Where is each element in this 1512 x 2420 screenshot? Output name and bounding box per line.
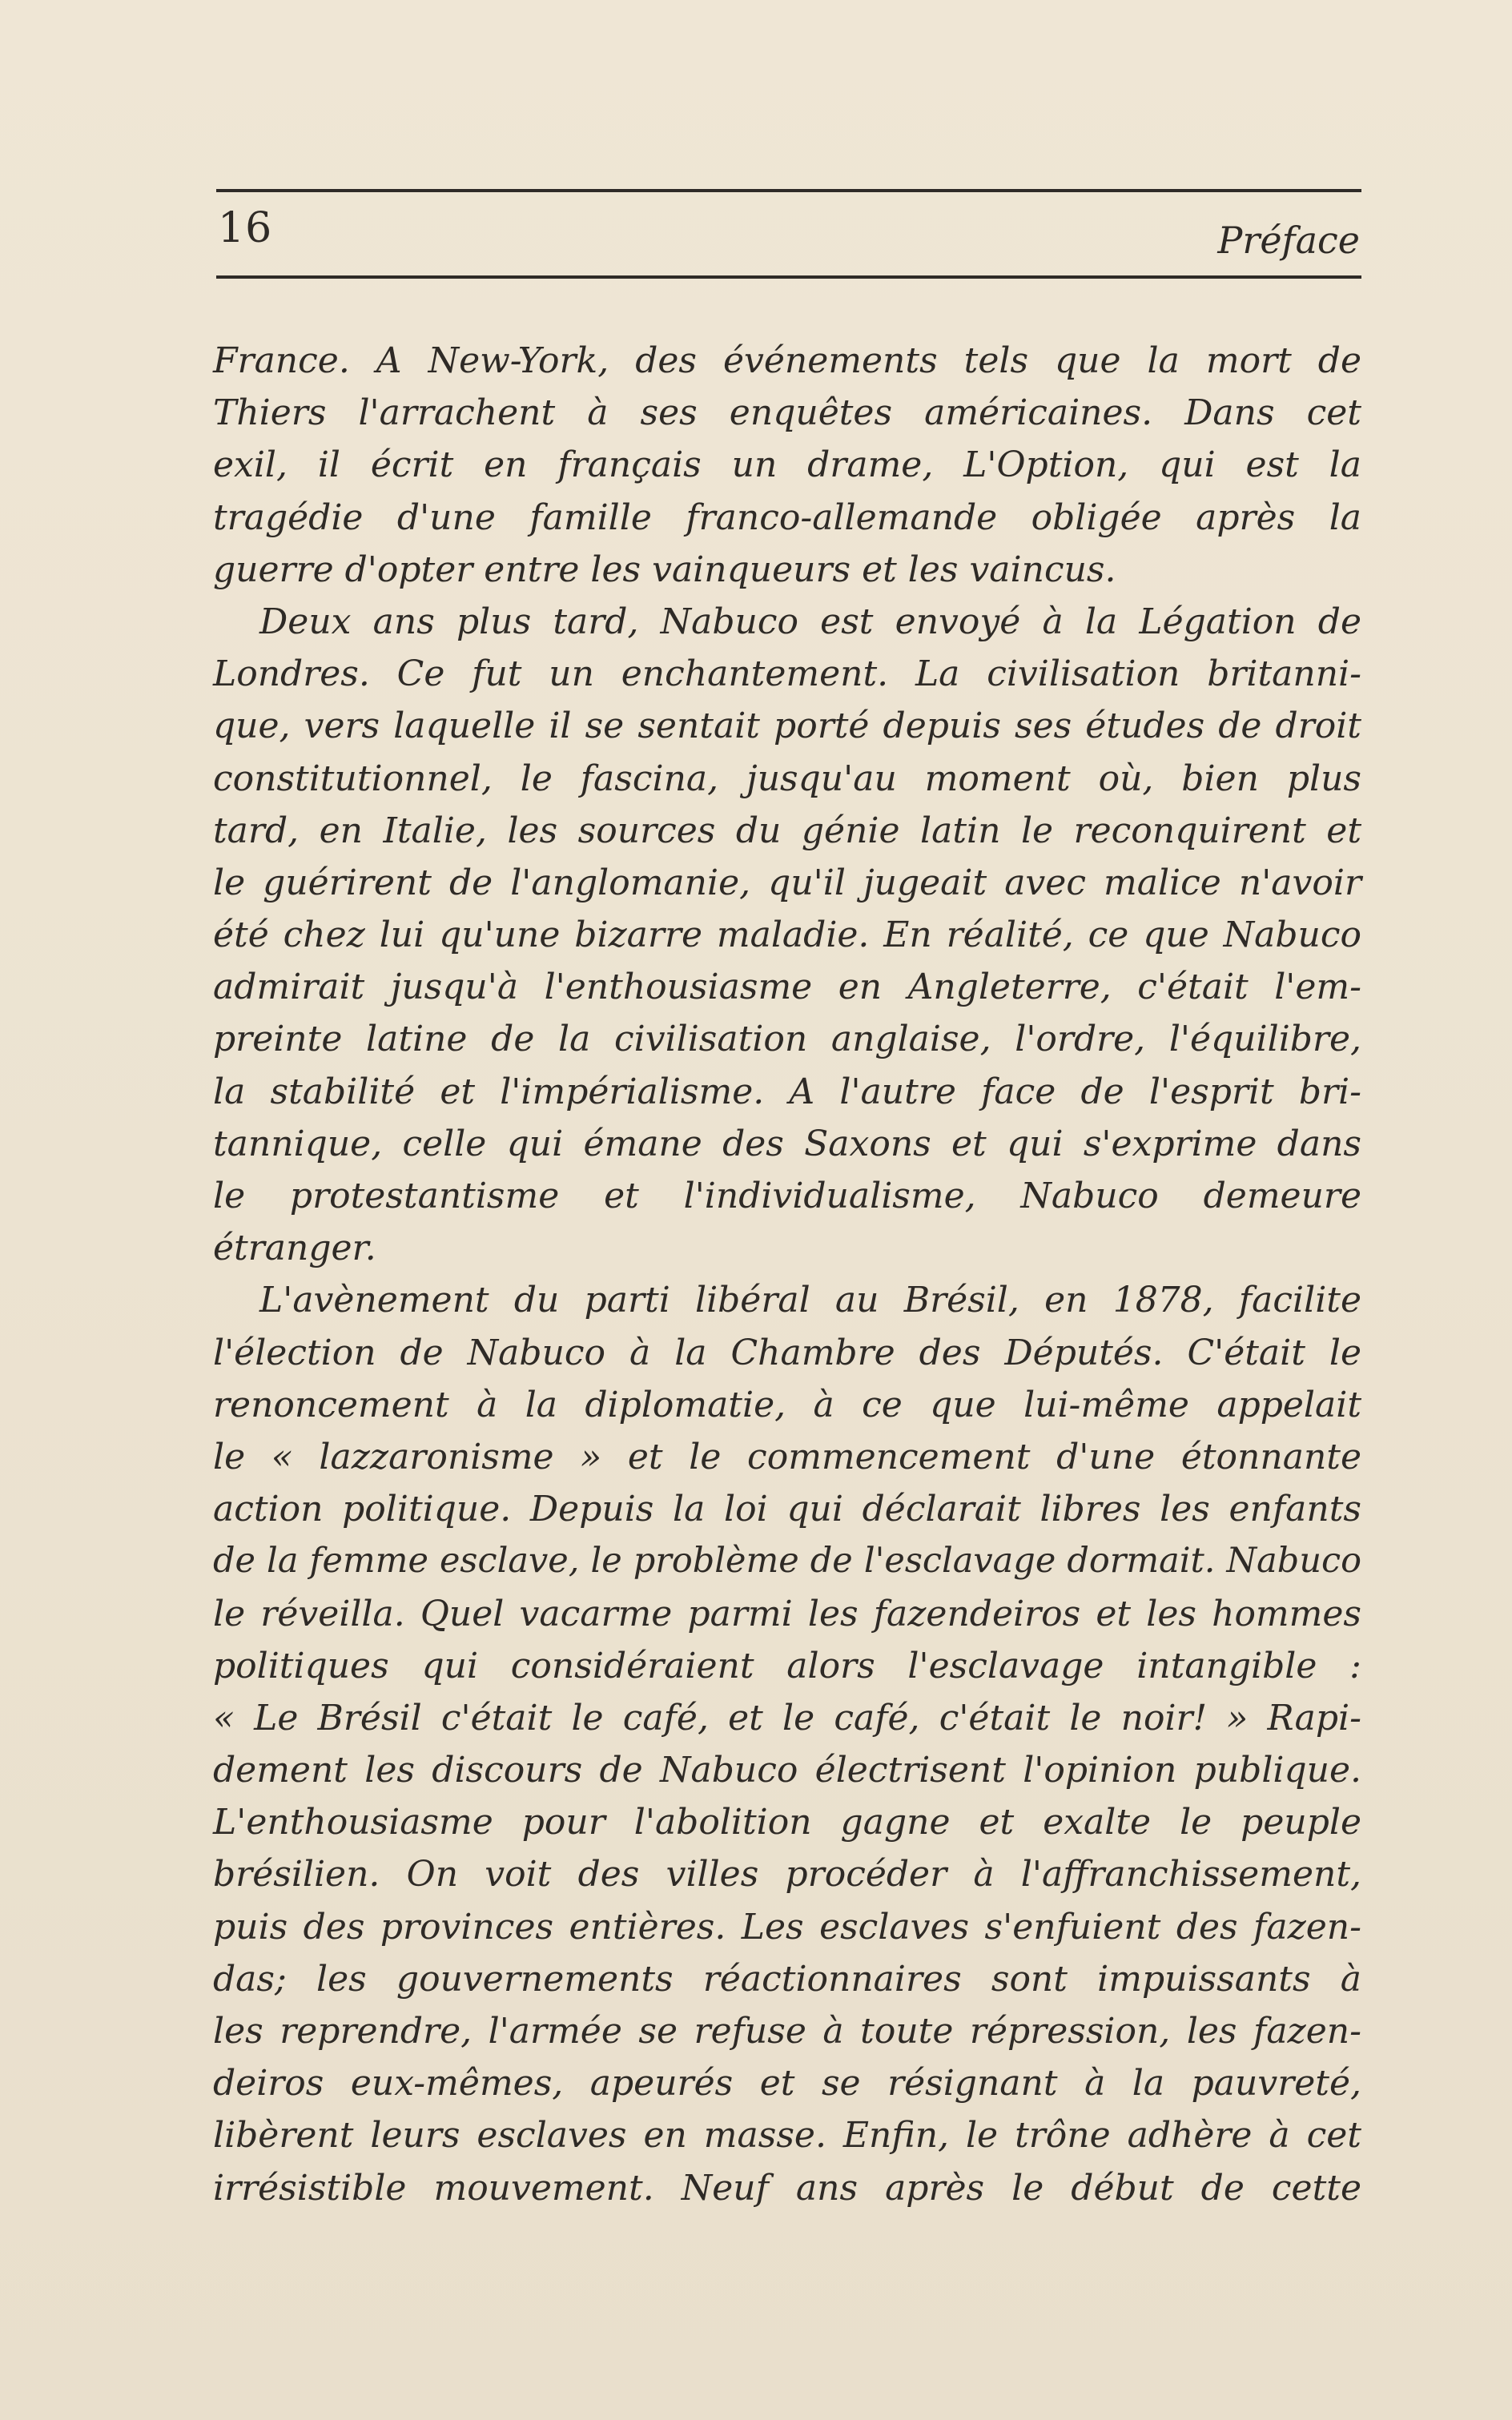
text-line: dement les discours de Nabuco électrisent l'opinion publique. (213, 1750, 1361, 1791)
text-line: L'enthousiasme pour l'abolition gagne et exalte le peuple (213, 1802, 1361, 1843)
text-line: le protestantisme et l'individualisme, Nabuco demeure (213, 1176, 1361, 1216)
text-line: l'élection de Nabuco à la Chambre des Députés. C'était le (213, 1332, 1361, 1373)
text-line: les reprendre, l'armée se refuse à toute répression, les fazen- (213, 2011, 1361, 2052)
text-line: Londres. Ce fut un enchantement. La civilisation britanni- (213, 653, 1361, 695)
text-line: le réveilla. Quel vacarme parmi les fazendeiros et les hommes (213, 1593, 1361, 1634)
text-line: tannique, celle qui émane des Saxons et qui s'exprime dans (213, 1123, 1361, 1164)
text-line: le « lazzaronisme » et le commencement d'une étonnante (213, 1436, 1361, 1477)
text-line: deiros eux-mêmes, apeurés et se résignant à la pauvreté, (213, 2063, 1361, 2104)
text-line: constitutionnel, le fascina, jusqu'au moment où, bien plus (213, 758, 1361, 799)
running-title: Préface (1217, 219, 1360, 262)
text-line: France. A New-York, des événements tels que la mort de (213, 340, 1361, 381)
text-line: action politique. Depuis la loi qui déclarait libres les enfants (213, 1489, 1361, 1530)
header-rule-top (216, 189, 1361, 192)
text-line: que, vers laquelle il se sentait porté depuis ses études de droit (213, 705, 1361, 747)
text-line: preinte latine de la civilisation anglaise, l'ordre, l'équilibre, (213, 1019, 1361, 1060)
text-line: brésilien. On voit des villes procéder à l'affranchissement, (213, 1854, 1361, 1895)
text-line: renoncement à la diplomatie, à ce que lui-même appelait (213, 1384, 1361, 1425)
text-line: été chez lui qu'une bizarre maladie. En réalité, ce que Nabuco (213, 915, 1361, 956)
text-line: L'avènement du parti libéral au Brésil, en 1878, facilite (259, 1280, 1361, 1321)
text-line: le guérirent de l'anglomanie, qu'il jugeait avec malice n'avoir (213, 862, 1361, 903)
text-line: étranger. (213, 1228, 376, 1269)
text-line: Deux ans plus tard, Nabuco est envoyé à la Légation de (259, 601, 1361, 642)
text-line: guerre d'opter entre les vainqueurs et les vaincus. (213, 549, 1116, 590)
text-line: exil, il écrit en français un drame, L'Option, qui est la (213, 444, 1361, 486)
text-line: tragédie d'une famille franco-allemande obligée après la (213, 496, 1361, 538)
page-number: 16 (218, 204, 273, 252)
text-line: irrésistible mouvement. Neuf ans après le début de cette (213, 2167, 1361, 2209)
text-line: la stabilité et l'impérialisme. A l'autre face de l'esprit bri- (213, 1071, 1361, 1112)
text-line: das; les gouvernements réactionnaires sont impuissants à (213, 1958, 1361, 2000)
text-line: Thiers l'arrachent à ses enquêtes américaines. Dans cet (213, 392, 1361, 434)
text-line: libèrent leurs esclaves en masse. Enfin, le trône adhère à cet (213, 2115, 1361, 2157)
text-line: tard, en Italie, les sources du génie latin le reconquirent et (213, 810, 1361, 851)
text-line: politiques qui considéraient alors l'esclavage intangible : (213, 1645, 1361, 1686)
text-line: puis des provinces entières. Les esclaves s'enfuient des fazen- (213, 1906, 1361, 1948)
text-line: de la femme esclave, le problème de l'esclavage dormait. Nabuco (213, 1541, 1361, 1582)
text-line: « Le Brésil c'était le café, et le café, c'était le noir! » Rapi- (213, 1697, 1361, 1739)
body-text (213, 335, 1361, 2214)
text-line: admirait jusqu'à l'enthousiasme en Angleterre, c'était l'em- (213, 967, 1361, 1008)
header-rule-bottom (216, 275, 1361, 279)
